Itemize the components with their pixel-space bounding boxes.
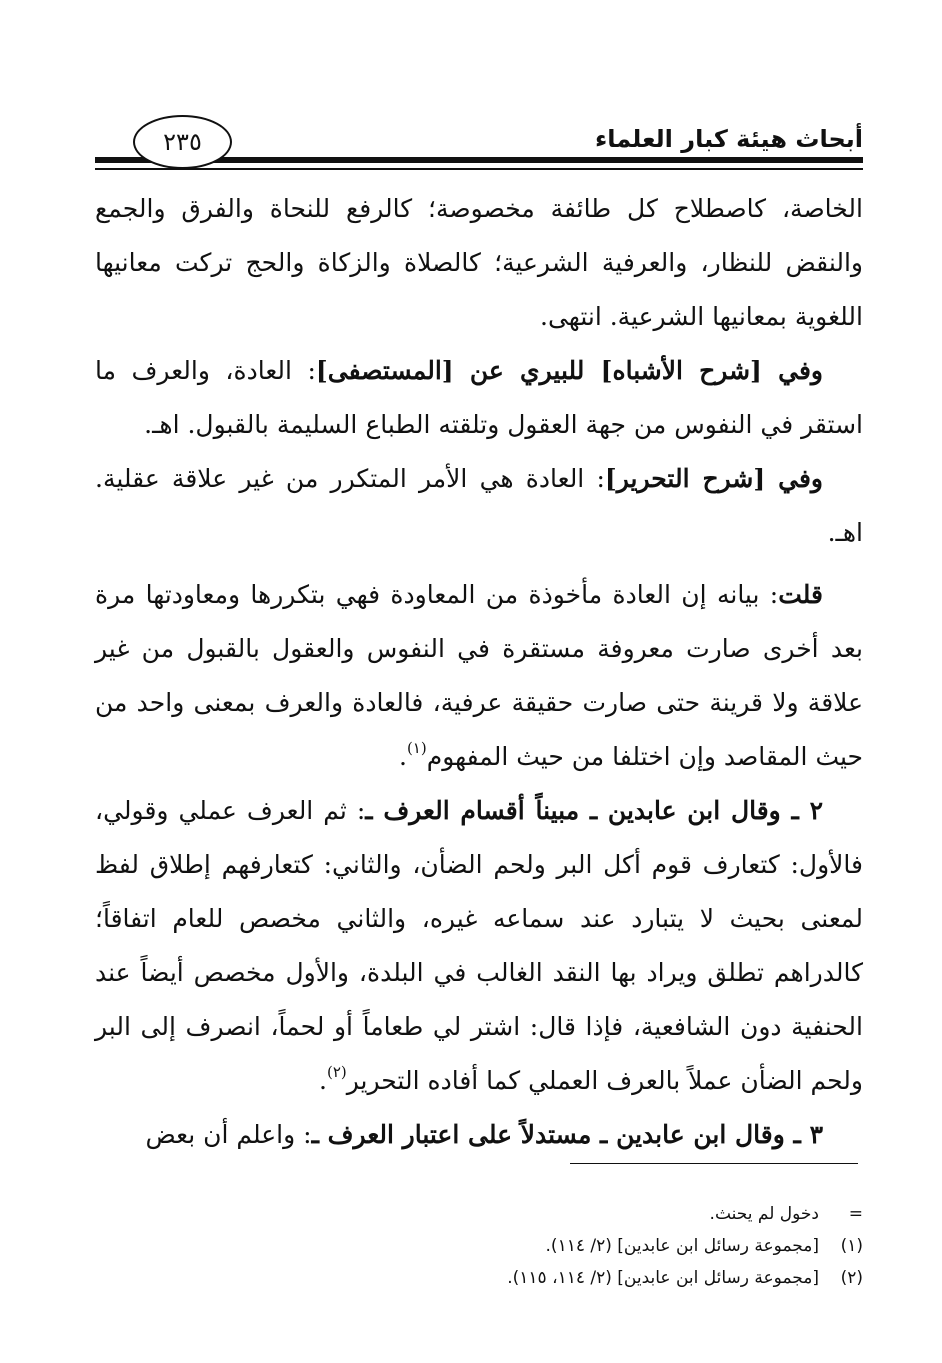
paragraph-6-lead: ٣ ـ وقال ابن عابدين ـ مستدلاً على اعتبار العرف ـ: [311, 1120, 823, 1149]
header-rule-thin: [95, 168, 863, 170]
paragraph-2-lead: وفي [شرح الأشباه] للبيري عن [المستصفى]: [315, 356, 823, 385]
footnote-ref-1[interactable]: (١): [406, 739, 427, 757]
paragraph-5-text: : ثم العرف عملي وقولي، فالأول: كتعارف قوم أكل البر ولحم الضأن، والثاني: كتعارفهم إطلاق لفظ لمعنى بحيث لا يتبارد عند سماعه غيره، والثاني مخصص للعام اتفاقاً؛ كالدراهم تطلق ويراد بها النقد الغالب في البلدة، والأول مخصص أيضاً عند الحنفية دون الشافعية، فإذا قال: اشتر لي طعاماً أو لحماً، انصرف إلى البر ولحم الضأن عملاً بالعرف العملي كما أفاده التحرير: [95, 796, 863, 1095]
footnote-text: [مجموعة رسائل ابن عابدين] (٢/ ١١٤).: [545, 1236, 819, 1256]
paragraph-6: [95, 1108, 863, 1162]
footnote-text: [مجموعة رسائل ابن عابدين] (٢/ ١١٤، ١١٥).: [507, 1268, 819, 1288]
paragraph-2: [95, 344, 863, 452]
footnotes: [95, 1198, 863, 1294]
paragraph-1-text: الخاصة، كاصطلاح كل طائفة مخصوصة؛ كالرفع للنحاة والفرق والجمع والنقض للنظار، والعرفية الشرعية؛ كالصلاة والزكاة والحج تركت معانيها اللغوية بمعانيها الشرعية. انتهى.: [95, 194, 863, 331]
footnote-marker: (٢): [840, 1268, 863, 1288]
paragraph-6-text: : واعلم أن بعض: [145, 1120, 312, 1149]
footnote-marker: (١): [840, 1236, 863, 1256]
paragraph-3-lead: وفي [شرح التحرير]: [604, 464, 823, 493]
page-number: ٢٣٥: [163, 128, 202, 156]
paragraph-4: [95, 568, 863, 784]
running-title: أبحاث هيئة كبار العلماء: [594, 125, 863, 153]
paragraph-5-lead: ٢ ـ وقال ابن عابدين ـ مبيناً أقسام العرف ـ: [365, 796, 823, 825]
paragraph-2-text: : العادة، والعرف ما استقر في النفوس من جهة العقول وتلقته الطباع السليمة بالقبول. اهـ.: [95, 356, 863, 439]
footnote-text: دخول لم يحنث.: [709, 1204, 819, 1224]
paragraph-5: [95, 784, 863, 1108]
paragraph-4-end: .: [398, 742, 407, 771]
paragraph-1: [95, 182, 863, 344]
page-header: [95, 105, 863, 180]
footnote-separator: [570, 1163, 858, 1164]
page-number-badge: [133, 115, 232, 169]
footnote-ref-2[interactable]: (٢): [326, 1063, 347, 1081]
paragraph-4-text: : بيانه إن العادة مأخوذة من المعاودة فهي بتكررها ومعاودتها مرة بعد أخرى صارت معروفة مستقرة في النفوس والعقول بالقبول من غير علاقة ولا قرينة حتى صارت حقيقة عرفية، فالعادة والعرف بمعنى واحد من حيث المقاصد وإن اختلفا من حيث المفهوم: [95, 580, 863, 771]
footnote-item: [95, 1230, 863, 1262]
paragraph-4-lead: قلت: [778, 580, 823, 609]
footnote-item: [95, 1198, 863, 1230]
paragraph-3: [95, 452, 863, 560]
paragraph-3-text: : العادة هي الأمر المتكرر من غير علاقة عقلية. اهـ.: [95, 464, 863, 547]
paragraph-5-end: .: [319, 1066, 327, 1095]
body-text: [95, 182, 863, 1162]
footnote-marker: =: [848, 1204, 863, 1224]
footnote-item: [95, 1262, 863, 1294]
